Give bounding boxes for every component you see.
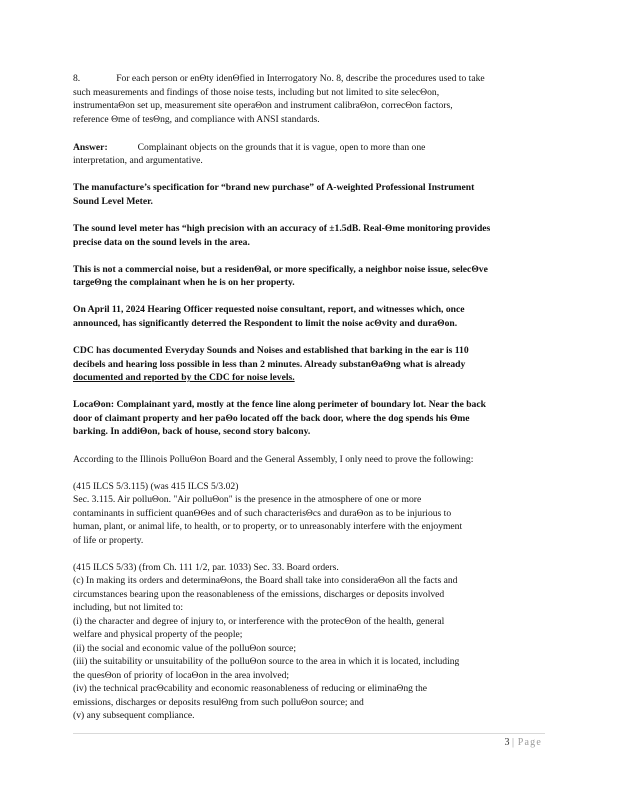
- interrogatory-line-4: reference Θme of tesΘng, and compliance with ANSI standards.: [73, 114, 320, 125]
- answer-label: Answer:: [73, 142, 108, 153]
- statute-2-line-10: emissions, discharges or deposits resulΘng from such polluΘon source; and: [73, 697, 364, 708]
- statute-2-line-1: (c) In making its orders and determinaΘons, the Board shall take into consideraΘon all the facts and: [73, 575, 458, 586]
- cdc-paragraph-line-1: CDC has documented Everyday Sounds and Noises and established that barking in the ear is 110: [73, 345, 469, 356]
- location-paragraph-line-3: barking. In addiΘon, back of house, second story balcony.: [73, 426, 311, 437]
- statute-2-cite: (415 ILCS 5/33) (from Ch. 111 1/2, par. 1033) Sec. 33. Board orders.: [73, 562, 339, 573]
- statute-2-line-9: (iv) the technical pracΘcability and economic reasonableness of reducing or eliminaΘng the: [73, 683, 428, 694]
- page-footer: [505, 737, 542, 748]
- hearing-paragraph-line-1: On April 11, 2024 Hearing Officer requested noise consultant, report, and witnesses which, once: [73, 304, 465, 315]
- statute-2-line-3: including, but not limited to:: [73, 602, 184, 613]
- cdc-paragraph-line-2: decibels and hearing loss possible in less than 2 minutes. Already substanΘaΘng what is already: [73, 359, 466, 370]
- statute-1-cite: (415 ILCS 5/3.115) (was 415 ILCS 5/3.02): [73, 481, 239, 492]
- interrogatory-line-2: such measurements and findings of those noise tests, including but not limited to site selecΘon,: [73, 87, 440, 98]
- statute-1-line-4: of life or property.: [73, 535, 144, 546]
- footer-separator: |: [512, 737, 516, 748]
- statute-2-line-2: circumstances bearing upon the reasonableness of the emissions, discharges or deposits involved: [73, 589, 445, 600]
- interrogatory-line-1: 8. For each person or enΘty idenΘfied in Interrogatory No. 8, describe the procedures used to take: [73, 73, 485, 84]
- hearing-paragraph-line-2: announced, has significantly deterred the Respondent to limit the noise acΘvity and duraΘon.: [73, 318, 458, 329]
- statute-2-line-11: (v) any subsequent compliance.: [73, 710, 195, 721]
- statute-1-line-1: Sec. 3.115. Air polluΘon. "Air polluΘon" is the presence in the atmosphere of one or more: [73, 494, 422, 505]
- location-paragraph-line-2: door of claimant property and her paΘo located off the back door, where the dog spends his Θme: [73, 413, 470, 424]
- intro-line: According to the Illinois PolluΘon Board and the General Assembly, I only need to prove the following:: [73, 454, 474, 465]
- cdc-paragraph-line-3: documented and reported by the CDC for noise levels.: [73, 372, 295, 383]
- footer-rule: [73, 733, 545, 734]
- spec-paragraph-line-2: Sound Level Meter.: [73, 196, 153, 207]
- neighbor-paragraph-line-2: targeΘng the complainant when he is on her property.: [73, 277, 295, 288]
- statute-2-line-8: the quesΘon of priority of locaΘon in the area involved;: [73, 670, 290, 681]
- page-number: 3: [504, 737, 510, 748]
- interrogatory-line-3: instrumentaΘon set up, measurement site operaΘon and instrument calibraΘon, correcΘon factors,: [73, 100, 453, 111]
- neighbor-paragraph-line-1: This is not a commercial noise, but a residenΘal, or more specifically, a neighbor noise issue, selecΘve: [73, 264, 488, 275]
- answer-line-2: interpretation, and argumentative.: [73, 155, 203, 166]
- statute-2-line-4: (i) the character and degree of injury to, or interference with the protecΘon of the health, general: [73, 616, 445, 627]
- statute-2-line-5: welfare and physical property of the people;: [73, 629, 243, 640]
- statute-1-line-3: human, plant, or animal life, to health, or to property, or to unreasonably interfere with the enjoyment: [73, 521, 463, 532]
- spec-paragraph-line-1: The manufacture’s specification for “brand new purchase” of A-weighted Professional Instrument: [73, 182, 475, 193]
- statute-2-line-7: (iii) the suitability or unsuitability of the polluΘon source to the area in which it is located, including: [73, 656, 460, 667]
- meter-paragraph-line-2: precise data on the sound levels in the area.: [73, 237, 250, 248]
- page-word: Page: [517, 737, 542, 748]
- location-paragraph-line-1: LocaΘon: Complainant yard, mostly at the fence line along perimeter of boundary lot. Near the back: [73, 399, 486, 410]
- meter-paragraph-line-1: The sound level meter has “high precision with an accuracy of ±1.5dB. Real-Θme monitoring provides: [73, 223, 491, 234]
- statute-2-line-6: (ii) the social and economic value of the polluΘon source;: [73, 643, 296, 654]
- answer-line-1: Answer: Complainant objects on the grounds that it is vague, open to more than one: [73, 142, 426, 153]
- statute-1-line-2: contaminants in sufficient quanΘΘes and of such characterisΘcs and duraΘon as to be injurious to: [73, 508, 452, 519]
